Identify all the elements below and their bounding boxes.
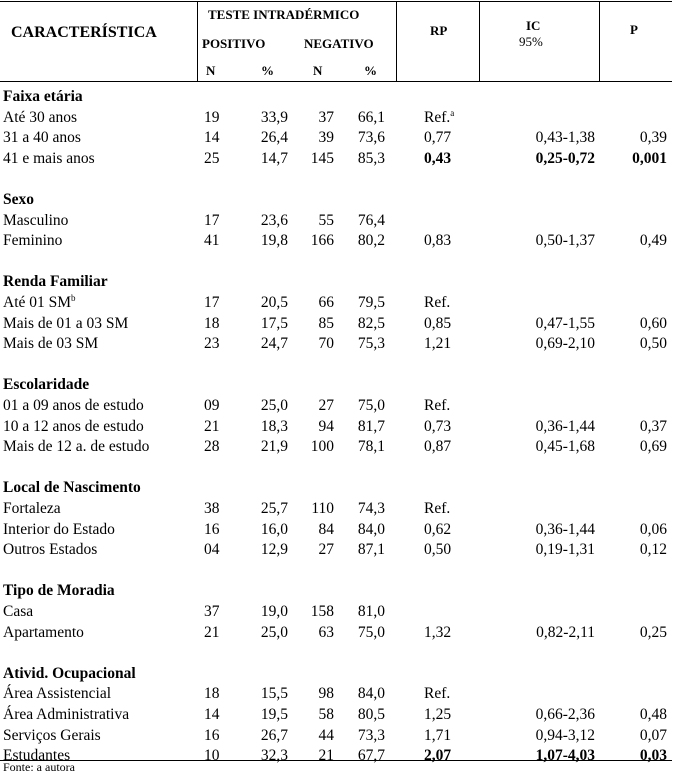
positive-pct-cell: 23,6: [260, 211, 288, 229]
negative-n-cell: 21: [318, 747, 334, 765]
section-label: Ativid. Ocupacional: [3, 664, 136, 682]
positive-pct-cell: 19,0: [260, 603, 288, 620]
positive-n-cell: 21: [204, 623, 220, 641]
positive-pct-cell: 20,5: [260, 294, 288, 311]
rp-cell: Ref.: [424, 397, 451, 414]
row-label: 41 e mais anos: [3, 149, 95, 167]
p-value-cell: 0,60: [639, 314, 667, 332]
row-label: Casa: [3, 603, 34, 620]
table-row: [0, 292, 672, 313]
negative-pct-cell: 85,3: [357, 149, 385, 167]
header-ic: IC: [526, 18, 541, 33]
rp-cell: 0,62: [424, 520, 452, 538]
positive-n-cell: 19: [204, 108, 220, 126]
negative-n-cell: 37: [318, 108, 334, 126]
negative-n-cell: 27: [318, 397, 334, 414]
rp-cell-footnote-mark: a: [450, 107, 455, 118]
positive-pct-cell: 25,7: [260, 500, 288, 517]
section-row: [0, 374, 672, 395]
header-rp: RP: [430, 23, 448, 38]
spacer-row: [0, 354, 672, 375]
negative-n-cell: 84: [318, 520, 334, 538]
row-label: Interior do Estado: [3, 520, 115, 538]
ic-cell: 0,50-1,37: [535, 232, 595, 250]
p-value-cell: 0,25: [639, 623, 667, 641]
rp-cell: 0,87: [424, 438, 452, 456]
negative-n-cell: 94: [318, 417, 334, 435]
positive-n-cell: 38: [204, 500, 220, 517]
negative-pct-cell: 74,3: [357, 500, 385, 517]
header-subrule: [0, 81, 672, 82]
rp-cell: 0,77: [424, 129, 452, 147]
negative-pct-cell: 75,0: [357, 623, 385, 641]
negative-pct-cell: 80,2: [357, 232, 385, 250]
negative-pct-cell: 81,0: [357, 603, 385, 620]
negative-n-cell: 63: [318, 623, 334, 641]
positive-pct-cell: 19,5: [260, 706, 288, 723]
section-row: [0, 580, 672, 601]
negative-pct-cell: 81,7: [357, 417, 385, 435]
ic-cell: 0,94-3,12: [535, 726, 595, 744]
row-label: Fortaleza: [3, 500, 61, 517]
positive-n-cell: 37: [204, 603, 220, 620]
positive-n-cell: 18: [204, 685, 220, 703]
rp-cell: 0,85: [424, 314, 452, 332]
negative-pct-cell: 84,0: [357, 685, 385, 703]
section-label: Faixa etária: [3, 88, 83, 105]
positive-n-cell: 23: [204, 335, 220, 353]
table-row: [0, 683, 672, 704]
row-label: Feminino: [3, 232, 63, 250]
header-caracteristica: CARACTERÍSTICA: [11, 24, 157, 41]
spacer-row: [0, 251, 672, 272]
row-label: Estudantes: [3, 747, 71, 765]
negative-pct-cell: 82,5: [357, 314, 385, 332]
ic-cell: 0,66-2,36: [535, 706, 595, 723]
p-value-cell: 0,49: [639, 232, 667, 250]
row-label-footnote-mark: b: [71, 293, 76, 303]
negative-n-cell: 66: [318, 294, 334, 311]
rp-cell: Ref.$^a$: [424, 107, 455, 126]
negative-pct-cell: 79,5: [357, 294, 385, 311]
p-value-cell: 0,50: [639, 335, 667, 353]
negative-pct-cell: 73,3: [357, 726, 385, 744]
negative-pct-cell: 84,0: [357, 520, 385, 538]
header-divider-3: [479, 1, 480, 81]
section-label: Renda Familiar: [3, 273, 108, 291]
row-label: Mais de 03 SM: [3, 335, 99, 353]
table-row: [0, 436, 672, 457]
negative-n-cell: 27: [318, 541, 334, 559]
negative-pct-cell: 75,3: [357, 335, 385, 353]
positive-n-cell: 41: [204, 232, 220, 250]
positive-pct-cell: 15,5: [260, 685, 288, 703]
table-row: [0, 230, 672, 251]
table-row: [0, 745, 672, 766]
negative-pct-cell: 78,1: [357, 438, 385, 456]
p-value-cell: 0,48: [639, 706, 667, 723]
spacer-row: [0, 560, 672, 581]
positive-n-cell: 14: [204, 129, 220, 147]
table-row: [0, 498, 672, 519]
header-pct-negativo: %: [364, 63, 377, 78]
rp-cell: Ref.: [424, 500, 451, 517]
negative-n-cell: 70: [318, 335, 334, 353]
ic-cell: 0,69-2,10: [535, 335, 595, 353]
positive-pct-cell: 12,9: [260, 541, 288, 559]
header-divider-4: [599, 1, 600, 81]
row-label: Apartamento: [3, 623, 84, 641]
row-label: Área Administrativa: [3, 706, 130, 723]
rp-cell: 1,32: [424, 623, 452, 641]
p-value-cell: 0,07: [639, 726, 667, 744]
table-row: [0, 333, 672, 354]
ic-cell: 0,36-1,44: [535, 417, 595, 435]
positive-n-cell: 16: [204, 726, 220, 744]
table-row: [0, 395, 672, 416]
p-value-cell: 0,06: [639, 520, 667, 538]
ic-cell: 1,07-4,03: [535, 747, 595, 765]
positive-pct-cell: 17,5: [260, 314, 288, 332]
table-row: [0, 210, 672, 231]
table-row: [0, 148, 672, 169]
positive-pct-cell: 32,3: [260, 747, 288, 765]
positive-n-cell: 04: [204, 541, 220, 559]
negative-n-cell: 85: [318, 314, 334, 332]
table-top-rule: [0, 1, 672, 2]
positive-n-cell: 14: [204, 706, 220, 723]
p-value-cell: 0,37: [639, 417, 667, 435]
ic-cell: 0,36-1,44: [535, 520, 595, 538]
ic-cell: 0,82-2,11: [536, 623, 595, 641]
header-n-negativo: N: [313, 63, 323, 78]
negative-n-cell: 158: [310, 603, 334, 620]
row-label: Outros Estados: [3, 541, 98, 559]
row-label: 01 a 09 anos de estudo: [3, 397, 144, 414]
positive-pct-cell: 33,9: [260, 108, 288, 126]
table-bottom-rule: [0, 760, 672, 761]
section-label: Escolaridade: [3, 376, 90, 394]
table-row: [0, 313, 672, 334]
row-label: Até 30 anos: [3, 108, 78, 126]
negative-n-cell: 110: [311, 500, 334, 517]
table-row: [0, 539, 672, 560]
negative-n-cell: 100: [310, 438, 334, 456]
positive-n-cell: 17: [204, 294, 220, 311]
positive-n-cell: 10: [204, 747, 220, 765]
section-row: [0, 86, 672, 107]
row-label: Masculino: [3, 211, 69, 229]
positive-pct-cell: 25,0: [260, 397, 288, 414]
positive-n-cell: 25: [204, 149, 220, 167]
rp-cell: 2,07: [424, 747, 452, 765]
positive-pct-cell: 21,9: [260, 438, 288, 456]
section-row: [0, 271, 672, 292]
section-label: Local de Nascimento: [3, 479, 141, 497]
positive-n-cell: 09: [204, 397, 220, 414]
negative-n-cell: 55: [318, 211, 334, 229]
positive-pct-cell: 18,3: [260, 417, 288, 435]
table-row: [0, 622, 672, 643]
section-label: Sexo: [3, 191, 34, 208]
rp-cell: 0,83: [424, 232, 452, 250]
row-label: 10 a 12 anos de estudo: [3, 417, 144, 435]
row-label: Até 01 $SM^b$: [3, 293, 76, 311]
rp-cell: Ref.: [424, 294, 451, 311]
row-label: Mais de 12 a. de estudo: [3, 438, 150, 456]
p-value-cell: 0,03: [639, 747, 667, 765]
spacer-row: [0, 168, 672, 189]
p-value-cell: 0,001: [632, 149, 667, 167]
positive-pct-cell: 19,8: [260, 232, 288, 250]
p-value-cell: 0,12: [639, 541, 667, 559]
rp-cell: 1,25: [424, 706, 452, 723]
rp-cell: 0,73: [424, 417, 452, 435]
table-row: [0, 704, 672, 725]
ic-cell: 0,43-1,38: [535, 129, 595, 147]
ic-cell: 0,25-0,72: [535, 149, 595, 167]
table-source-note: Fonte: a autora: [3, 760, 75, 774]
negative-n-cell: 44: [318, 726, 334, 744]
spacer-row: [0, 642, 672, 663]
header-n-positivo: N: [206, 63, 216, 78]
ic-cell: 0,19-1,31: [535, 541, 595, 559]
positive-pct-cell: 26,7: [260, 726, 288, 744]
negative-pct-cell: 67,7: [357, 747, 385, 765]
spacer-row: [0, 457, 672, 478]
rp-cell: 0,43: [424, 149, 452, 167]
negative-n-cell: 39: [318, 129, 334, 147]
rp-cell: 0,50: [424, 541, 452, 559]
negative-pct-cell: 73,6: [357, 129, 385, 147]
negative-pct-cell: 66,1: [357, 108, 385, 126]
positive-pct-cell: 24,7: [260, 335, 288, 353]
negative-n-cell: 98: [318, 685, 334, 703]
positive-pct-cell: 25,0: [260, 623, 288, 641]
header-teste-intradermico: TESTE INTRADÉRMICO: [208, 7, 360, 22]
header-pct-positivo: %: [261, 63, 274, 78]
ic-cell: 0,45-1,68: [535, 438, 595, 456]
header-divider-1: [197, 1, 198, 81]
row-label: Serviços Gerais: [3, 726, 101, 744]
p-value-cell: 0,69: [639, 438, 667, 456]
section-row: [0, 477, 672, 498]
negative-pct-cell: 87,1: [357, 541, 385, 559]
table-row: [0, 601, 672, 622]
rp-cell: Ref.: [424, 685, 451, 703]
p-value-cell: 0,39: [639, 129, 667, 147]
positive-n-cell: 16: [204, 520, 220, 538]
positive-n-cell: 21: [204, 417, 220, 435]
positive-n-cell: 28: [204, 438, 220, 456]
table-row: [0, 127, 672, 148]
rp-cell: 1,21: [424, 335, 452, 353]
negative-n-cell: 166: [310, 232, 334, 250]
negative-pct-cell: 75,0: [357, 397, 385, 414]
section-row: [0, 189, 672, 210]
header-ic-95: 95%: [519, 34, 543, 49]
header-p: P: [630, 22, 638, 37]
row-label: 31 a 40 anos: [3, 129, 81, 147]
table-row: [0, 416, 672, 437]
positive-pct-cell: 26,4: [260, 129, 288, 147]
section-label: Tipo de Moradia: [3, 582, 115, 600]
table-row: [0, 725, 672, 746]
negative-n-cell: 58: [318, 706, 334, 723]
row-label: Área Assistencial: [3, 685, 112, 703]
header-negativo: NEGATIVO: [304, 36, 374, 51]
table-row: [0, 519, 672, 540]
negative-pct-cell: 80,5: [357, 706, 385, 723]
positive-pct-cell: 16,0: [260, 520, 288, 538]
negative-pct-cell: 76,4: [357, 211, 385, 229]
positive-n-cell: 18: [204, 314, 220, 332]
row-label: Mais de 01 a 03 SM: [3, 314, 129, 332]
header-divider-2: [396, 1, 397, 81]
positive-pct-cell: 14,7: [260, 149, 288, 167]
section-row: [0, 663, 672, 684]
rp-cell: 1,71: [424, 726, 452, 744]
negative-n-cell: 145: [310, 149, 334, 167]
ic-cell: 0,47-1,55: [535, 314, 595, 332]
header-positivo: POSITIVO: [202, 36, 266, 51]
positive-n-cell: 17: [204, 211, 220, 229]
table-row: [0, 107, 672, 128]
